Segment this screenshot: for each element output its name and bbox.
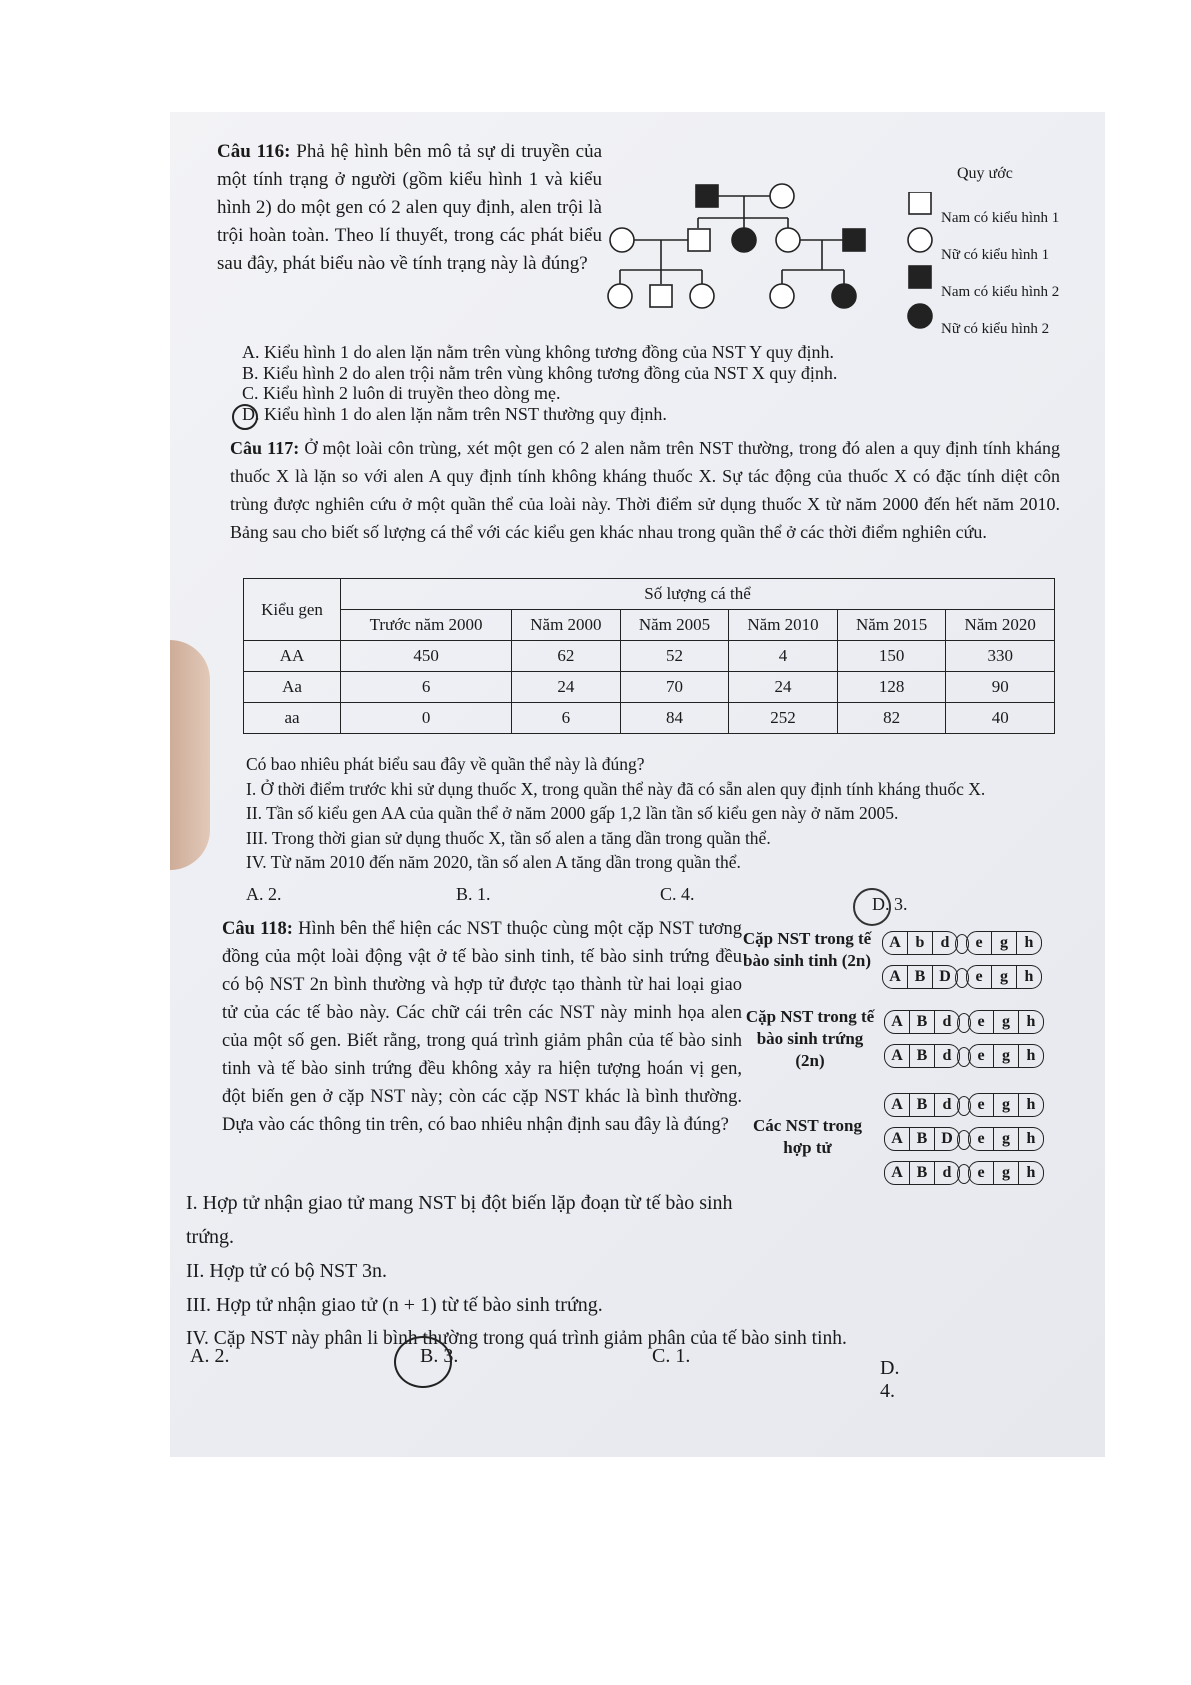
- q117-answer-b[interactable]: B. 1.: [456, 884, 491, 904]
- value-cell: 70: [620, 672, 729, 703]
- value-cell: 90: [946, 672, 1055, 703]
- year-header: Trước năm 2000: [341, 610, 512, 641]
- sperm-chromosome: [882, 931, 1042, 955]
- q118-statement: II. Hợp tử có bộ NST 3n.: [186, 1260, 388, 1282]
- allele-cell: e: [968, 1161, 994, 1185]
- egg-chromosome: [884, 1044, 1044, 1068]
- allele-cell: e: [968, 1044, 994, 1068]
- q117-statements: [246, 752, 985, 875]
- q116-option-b[interactable]: B. Kiểu hình 2 do alen trội nằm trên vùng không tương đồng của NST X quy định.: [242, 362, 838, 383]
- allele-cell: g: [994, 1161, 1019, 1185]
- value-cell: 6: [341, 672, 512, 703]
- legend-item: Nam có kiểu hình 2: [941, 284, 1060, 300]
- allele-cell: A: [884, 1127, 910, 1151]
- value-cell: 330: [946, 641, 1055, 672]
- table-row: [244, 703, 1055, 734]
- legend-item: Nữ có kiểu hình 1: [941, 247, 1050, 263]
- year-header: Năm 2010: [729, 610, 838, 641]
- year-header: Năm 2020: [946, 610, 1055, 641]
- q118-answer-c[interactable]: C. 1.: [652, 1345, 691, 1367]
- q116-legend: [905, 160, 1105, 188]
- q118-statement: IV. Cặp NST này phân li bình thường trong quá trình giảm phân của tế bào sinh tinh.: [186, 1328, 847, 1349]
- q116-options: [242, 342, 837, 424]
- q116-option-a[interactable]: A. Kiểu hình 1 do alen lặn nằm trên vùng không tương đồng của NST Y quy định.: [242, 342, 835, 362]
- table-row: [244, 672, 1055, 703]
- population-table: [243, 578, 1055, 734]
- table-row: [244, 641, 1055, 672]
- q117-answer-c[interactable]: C. 4.: [660, 884, 695, 904]
- value-cell: 0: [341, 703, 512, 734]
- allele-cell: g: [992, 965, 1017, 989]
- header-count: Số lượng cá thể: [341, 579, 1055, 610]
- year-header: Năm 2005: [620, 610, 729, 641]
- legend-male-2-icon: [909, 266, 931, 288]
- value-cell: 128: [837, 672, 946, 703]
- legend-female-2-icon: [908, 304, 932, 328]
- centromere-icon: [960, 1162, 968, 1184]
- allele-cell: b: [908, 931, 933, 955]
- value-cell: 150: [837, 641, 946, 672]
- legend-female-1-icon: [908, 228, 932, 252]
- q117-text: [230, 434, 1060, 546]
- thumb-shadow: [170, 640, 210, 870]
- centromere-icon: [960, 1128, 968, 1150]
- q117-answer-a[interactable]: A. 2.: [246, 884, 282, 904]
- q117-label: Câu 117:: [230, 438, 300, 458]
- q116-stem: Phả hệ hình bên mô tả sự di truyền của một tính trạng ở người (gồm kiểu hình 1 và kiểu hình 2) do một gen có 2 alen quy định, alen trội là trội hoàn toàn. Theo lí thuyết, trong các phát biểu sau đây, phát biểu nào về tính trạng này là đúng?: [217, 141, 603, 274]
- q117-stem: Ở một loài côn trùng, xét một gen có 2 alen nằm trên NST thường, trong đó alen a quy định tính kháng thuốc X là lặn so với alen A quy định tính không kháng thuốc X. Sự tác động của thuốc X có đặc tính diệt côn trùng được nghiên cứu ở một quần thể của loài này. Thời điểm sử dụng thuốc X từ năm 2000 đến hết năm 2010. Bảng sau cho biết số lượng cá thể với các kiểu gen khác nhau trong quần thể ở các thời điểm nghiên cứu.: [230, 438, 1061, 542]
- allele-cell: h: [1019, 1093, 1044, 1117]
- q118-answer-mark: [394, 1336, 452, 1388]
- allele-cell: g: [994, 1093, 1019, 1117]
- genotype-cell: Aa: [244, 672, 341, 703]
- q117-answer-mark: [853, 888, 891, 926]
- q116-answer-mark: [232, 404, 258, 430]
- q117-statement: IV. Từ năm 2010 đến năm 2020, tần số alen A tăng dần trong quần thể.: [246, 852, 741, 872]
- allele-cell: A: [882, 931, 908, 955]
- value-cell: 4: [729, 641, 838, 672]
- year-header: Năm 2015: [837, 610, 946, 641]
- zygote-chromosome: [884, 1161, 1044, 1185]
- allele-cell: e: [968, 1093, 994, 1117]
- sperm-chromosome: [882, 965, 1042, 989]
- q116-label: Câu 116:: [217, 141, 291, 162]
- centromere-icon: [958, 932, 966, 954]
- allele-cell: d: [935, 1044, 960, 1068]
- q118-stem: Hình bên thể hiện các NST thuộc cùng một cặp NST tương đồng của một loài động vật ở tế bào sinh tinh, tế bào sinh trứng đều có bộ NST 2n bình thường và hợp tử được tạo thành từ hai loại giao tử của các tế bào này. Các chữ cái trên các NST này minh họa alen của một số gen. Biết rằng, trong quá trình giảm phân của tế bào sinh tinh và tế bào sinh trứng đều không xảy ra hiện tượng hoán vị gen, đột biến gen ở cặp NST này; còn các cặp NST khác là bình thường. Dựa vào các thông tin trên, có bao nhiêu nhận định sau đây là đúng?: [222, 919, 742, 1135]
- value-cell: 24: [729, 672, 838, 703]
- table-years-row: [244, 610, 1055, 641]
- table-header-row: [244, 579, 1055, 610]
- header-genotype: Kiểu gen: [244, 579, 341, 641]
- allele-cell: B: [908, 965, 933, 989]
- allele-cell: h: [1019, 1161, 1044, 1185]
- centromere-icon: [960, 1094, 968, 1116]
- zygote-chromosome: [884, 1093, 1044, 1117]
- allele-cell: e: [966, 931, 992, 955]
- allele-cell: d: [935, 1161, 960, 1185]
- allele-cell: e: [968, 1010, 994, 1034]
- allele-cell: h: [1019, 1010, 1044, 1034]
- value-cell: 450: [341, 641, 512, 672]
- allele-cell: e: [966, 965, 992, 989]
- allele-cell: d: [935, 1093, 960, 1117]
- allele-cell: B: [910, 1093, 935, 1117]
- allele-cell: d: [935, 1010, 960, 1034]
- allele-cell: h: [1019, 1044, 1044, 1068]
- q118-answer-d[interactable]: D. 4.: [880, 1357, 900, 1402]
- allele-cell: B: [910, 1161, 935, 1185]
- value-cell: 6: [512, 703, 621, 734]
- value-cell: 40: [946, 703, 1055, 734]
- q118-text: [222, 915, 742, 1139]
- q118-label: Câu 118:: [222, 919, 293, 939]
- egg-chromosome: [884, 1010, 1044, 1034]
- q116-option-d[interactable]: D. Kiểu hình 1 do alen lặn nằm trên NST thường quy định.: [242, 403, 667, 424]
- allele-cell: h: [1019, 1127, 1044, 1151]
- allele-cell: D: [933, 965, 958, 989]
- allele-cell: g: [994, 1127, 1019, 1151]
- q118-answer-a[interactable]: A. 2.: [190, 1345, 230, 1367]
- legend-item: Nam có kiểu hình 1: [941, 210, 1060, 226]
- year-header: Năm 2000: [512, 610, 621, 641]
- allele-cell: g: [994, 1044, 1019, 1068]
- q117-statement: III. Trong thời gian sử dụng thuốc X, tần số alen a tăng dần trong quần thể.: [246, 827, 771, 848]
- q117-statement: II. Tần số kiểu gen AA của quần thể ở năm 2000 gấp 1,2 lần tần số kiểu gen này ở năm 2005.: [246, 803, 899, 823]
- allele-cell: A: [882, 965, 908, 989]
- q118-answer-b[interactable]: B. 3.: [420, 1345, 459, 1367]
- allele-cell: e: [968, 1127, 994, 1151]
- legend-item: Nữ có kiểu hình 2: [941, 321, 1050, 337]
- allele-cell: g: [994, 1010, 1019, 1034]
- allele-cell: D: [935, 1127, 960, 1151]
- centromere-icon: [960, 1045, 968, 1067]
- allele-cell: A: [884, 1161, 910, 1185]
- q116-option-c[interactable]: C. Kiểu hình 2 luôn di truyền theo dòng mẹ.: [242, 383, 561, 403]
- label-zygote: Các NST trong hợp tử: [753, 1116, 862, 1157]
- value-cell: 84: [620, 703, 729, 734]
- q117-answer-d[interactable]: D. 3.: [872, 894, 908, 914]
- q117-question: Có bao nhiêu phát biểu sau đây về quần thể này là đúng?: [246, 754, 645, 774]
- q117-statement: I. Ở thời điểm trước khi sử dụng thuốc X, trong quần thể này đã có sẵn alen quy định tính kháng thuốc X.: [246, 778, 986, 799]
- allele-cell: B: [910, 1044, 935, 1068]
- q118-statement: III. Hợp tử nhận giao tử (n + 1) từ tế bào sinh trứng.: [186, 1294, 603, 1316]
- allele-cell: d: [933, 931, 958, 955]
- value-cell: 252: [729, 703, 838, 734]
- q118-statement: I. Hợp tử nhận giao tử mang NST bị đột biến lặp đoạn từ tế bào sinh trứng.: [186, 1192, 733, 1248]
- genotype-cell: AA: [244, 641, 341, 672]
- legend-male-1-icon: [909, 192, 931, 214]
- pedigree-diagram: [598, 180, 898, 336]
- legend-symbols: [905, 192, 935, 332]
- allele-cell: B: [910, 1127, 935, 1151]
- legend-title: Quy ước: [957, 165, 1013, 182]
- q118-statements: [186, 1186, 886, 1356]
- allele-cell: A: [884, 1093, 910, 1117]
- label-sperm-cell: Cặp NST trong tế bào sinh tinh (2n): [742, 929, 872, 970]
- allele-cell: A: [884, 1010, 910, 1034]
- value-cell: 62: [512, 641, 621, 672]
- zygote-chromosome: [884, 1127, 1044, 1151]
- allele-cell: h: [1017, 965, 1042, 989]
- q116-text: [217, 138, 602, 278]
- genotype-cell: aa: [244, 703, 341, 734]
- value-cell: 82: [837, 703, 946, 734]
- value-cell: 24: [512, 672, 621, 703]
- allele-cell: g: [992, 931, 1017, 955]
- allele-cell: h: [1017, 931, 1042, 955]
- centromere-icon: [958, 966, 966, 988]
- value-cell: 52: [620, 641, 729, 672]
- label-egg-cell: Cặp NST trong tế bào sinh trứng (2n): [745, 1007, 875, 1070]
- centromere-icon: [960, 1011, 968, 1033]
- allele-cell: A: [884, 1044, 910, 1068]
- allele-cell: B: [910, 1010, 935, 1034]
